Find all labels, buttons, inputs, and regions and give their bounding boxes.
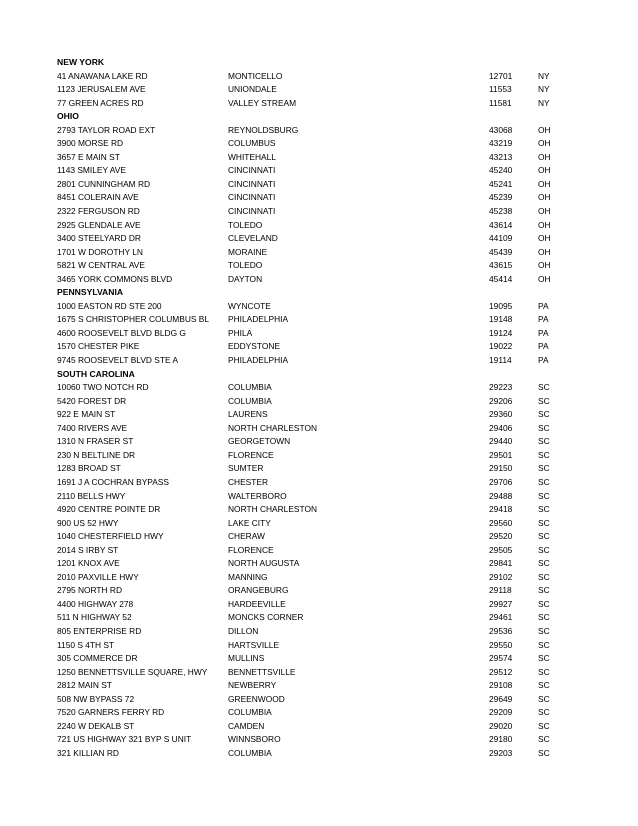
- address-row: [57, 490, 597, 504]
- zip-code: 45239: [489, 192, 513, 203]
- zip-code: 29108: [489, 680, 513, 691]
- zip-code: 29209: [489, 707, 513, 718]
- city: SUMTER: [228, 463, 264, 474]
- state-code: PA: [538, 327, 549, 338]
- address-row: [57, 503, 597, 517]
- city: EDDYSTONE: [228, 341, 280, 352]
- city: COLUMBIA: [228, 395, 272, 406]
- city: COLUMBIA: [228, 747, 272, 758]
- zip-code: 29020: [489, 720, 513, 731]
- zip-code: 12701: [489, 70, 513, 81]
- street-address: 10060 TWO NOTCH RD: [57, 382, 149, 393]
- city: FLORENCE: [228, 544, 274, 555]
- city: HARTSVILLE: [228, 639, 280, 650]
- state-code: SC: [538, 612, 550, 623]
- street-address: 1250 BENNETTSVILLE SQUARE, HWY: [57, 666, 208, 677]
- zip-code: 29550: [489, 639, 513, 650]
- street-address: 1701 W DOROTHY LN: [57, 246, 143, 257]
- state-code: OH: [538, 124, 551, 135]
- address-row: [57, 408, 597, 422]
- zip-code: 29574: [489, 653, 513, 664]
- zip-code: 45241: [489, 178, 513, 189]
- street-address: 3657 E MAIN ST: [57, 151, 120, 162]
- state-code: OH: [538, 178, 551, 189]
- address-row: [57, 83, 597, 97]
- address-row: [57, 611, 597, 625]
- address-row: [57, 327, 597, 341]
- city: COLUMBIA: [228, 382, 272, 393]
- zip-code: 29841: [489, 558, 513, 569]
- state-code: PA: [538, 355, 549, 366]
- zip-code: 19148: [489, 314, 513, 325]
- street-address: 4600 ROOSEVELT BLVD BLDG G: [57, 327, 186, 338]
- street-address: 1143 SMILEY AVE: [57, 165, 126, 176]
- state-code: PA: [538, 341, 549, 352]
- city: CLEVELAND: [228, 233, 278, 244]
- state-code: PA: [538, 314, 549, 325]
- address-row: [57, 246, 597, 260]
- zip-code: 43219: [489, 138, 513, 149]
- address-row: [57, 219, 597, 233]
- state-code: SC: [538, 517, 550, 528]
- state-code: SC: [538, 531, 550, 542]
- street-address: 4920 CENTRE POINTE DR: [57, 504, 161, 515]
- state-heading: PENNSYLVANIA: [57, 287, 124, 298]
- street-address: 3400 STEELYARD DR: [57, 233, 141, 244]
- street-address: 2010 PAXVILLE HWY: [57, 571, 139, 582]
- state-code: OH: [538, 219, 551, 230]
- zip-code: 29927: [489, 598, 513, 609]
- state-code: SC: [538, 436, 550, 447]
- zip-code: 29520: [489, 531, 513, 542]
- state-code: SC: [538, 382, 550, 393]
- city: TOLEDO: [228, 219, 263, 230]
- state-code: OH: [538, 192, 551, 203]
- state-code: SC: [538, 666, 550, 677]
- city: MONTICELLO: [228, 70, 283, 81]
- city: CINCINNATI: [228, 178, 276, 189]
- zip-code: 29150: [489, 463, 513, 474]
- city: LAKE CITY: [228, 517, 271, 528]
- address-row: [57, 462, 597, 476]
- address-row: [57, 137, 597, 151]
- state-code: SC: [538, 707, 550, 718]
- city: WYNCOTE: [228, 300, 271, 311]
- address-row: [57, 70, 597, 84]
- zip-code: 11553: [489, 84, 512, 95]
- state-code: SC: [538, 680, 550, 691]
- city: GEORGETOWN: [228, 436, 291, 447]
- city: TOLEDO: [228, 260, 263, 271]
- street-address: 9745 ROOSEVELT BLVD STE A: [57, 355, 179, 366]
- address-row: [57, 259, 597, 273]
- zip-code: 29461: [489, 612, 513, 623]
- address-row: [57, 151, 597, 165]
- state-code: SC: [538, 490, 550, 501]
- zip-code: 19022: [489, 341, 513, 352]
- street-address: 1123 JERUSALEM AVE: [57, 84, 146, 95]
- city: CHERAW: [228, 531, 265, 542]
- street-address: 77 GREEN ACRES RD: [57, 97, 144, 108]
- city: CINCINNATI: [228, 165, 276, 176]
- address-row: [57, 571, 597, 585]
- street-address: 1570 CHESTER PIKE: [57, 341, 140, 352]
- city: ORANGEBURG: [228, 585, 289, 596]
- zip-code: 45240: [489, 165, 513, 176]
- city: WINNSBORO: [228, 734, 281, 745]
- zip-code: 45414: [489, 273, 513, 284]
- zip-code: 29203: [489, 747, 513, 758]
- state-code: OH: [538, 138, 551, 149]
- address-row: [57, 584, 597, 598]
- street-address: 7400 RIVERS AVE: [57, 422, 128, 433]
- address-row: [57, 381, 597, 395]
- street-address: 2322 FERGUSON RD: [57, 206, 140, 217]
- city: MONCKS CORNER: [228, 612, 304, 623]
- zip-code: 29536: [489, 625, 513, 636]
- street-address: 508 NW BYPASS 72: [57, 693, 135, 704]
- state-code: SC: [538, 747, 550, 758]
- city: MORAINE: [228, 246, 268, 257]
- street-address: 1040 CHESTERFIELD HWY: [57, 531, 164, 542]
- zip-code: 29360: [489, 409, 513, 420]
- state-code: SC: [538, 558, 550, 569]
- zip-code: 29501: [489, 449, 513, 460]
- street-address: 1150 S 4TH ST: [57, 639, 115, 650]
- city: PHILADELPHIA: [228, 355, 289, 366]
- city: REYNOLDSBURG: [228, 124, 299, 135]
- street-address: 41 ANAWANA LAKE RD: [57, 70, 148, 81]
- state-code: SC: [538, 571, 550, 582]
- state-heading: SOUTH CAROLINA: [57, 368, 135, 379]
- city: LAURENS: [228, 409, 268, 420]
- address-row: [57, 530, 597, 544]
- zip-code: 29440: [489, 436, 513, 447]
- city: COLUMBIA: [228, 707, 272, 718]
- street-address: 1675 S CHRISTOPHER COLUMBUS BL: [57, 314, 210, 325]
- address-row: [57, 232, 597, 246]
- address-row: [57, 598, 597, 612]
- address-row: [57, 313, 597, 327]
- address-listing: [57, 56, 597, 760]
- street-address: 900 US 52 HWY: [57, 517, 119, 528]
- city: PHILA: [228, 327, 253, 338]
- street-address: 305 COMMERCE DR: [57, 653, 138, 664]
- street-address: 2801 CUNNINGHAM RD: [57, 178, 151, 189]
- street-address: 805 ENTERPRISE RD: [57, 625, 142, 636]
- state-code: SC: [538, 598, 550, 609]
- street-address: 1201 KNOX AVE: [57, 558, 120, 569]
- address-row: [57, 273, 597, 287]
- city: DILLON: [228, 625, 259, 636]
- address-row: [57, 422, 597, 436]
- city: MANNING: [228, 571, 268, 582]
- zip-code: 44109: [489, 233, 513, 244]
- street-address: 1000 EASTON RD STE 200: [57, 300, 162, 311]
- address-row: [57, 747, 597, 761]
- street-address: 1310 N FRASER ST: [57, 436, 134, 447]
- state-code: SC: [538, 625, 550, 636]
- address-row: [57, 666, 597, 680]
- zip-code: 29406: [489, 422, 513, 433]
- state-code: NY: [538, 97, 550, 108]
- street-address: 8451 COLERAIN AVE: [57, 192, 139, 203]
- zip-code: 43068: [489, 124, 513, 135]
- address-row: [57, 706, 597, 720]
- street-address: 4400 HIGHWAY 278: [57, 598, 134, 609]
- zip-code: 29223: [489, 382, 513, 393]
- city: WALTERBORO: [228, 490, 287, 501]
- state-code: OH: [538, 260, 551, 271]
- address-row: [57, 639, 597, 653]
- state-code: SC: [538, 585, 550, 596]
- street-address: 230 N BELTLINE DR: [57, 449, 136, 460]
- state-code: SC: [538, 544, 550, 555]
- street-address: 5821 W CENTRAL AVE: [57, 260, 145, 271]
- city: DAYTON: [228, 273, 263, 284]
- street-address: 2925 GLENDALE AVE: [57, 219, 141, 230]
- zip-code: 29206: [489, 395, 513, 406]
- street-address: 321 KILLIAN RD: [57, 747, 119, 758]
- address-row: [57, 205, 597, 219]
- zip-code: 29102: [489, 571, 513, 582]
- city: BENNETTSVILLE: [228, 666, 296, 677]
- zip-code: 29180: [489, 734, 513, 745]
- street-address: 721 US HIGHWAY 321 BYP S UNIT: [57, 734, 192, 745]
- city: NORTH CHARLESTON: [228, 504, 318, 515]
- address-row: [57, 354, 597, 368]
- city: HARDEEVILLE: [228, 598, 286, 609]
- street-address: 511 N HIGHWAY 52: [57, 612, 132, 623]
- address-row: [57, 476, 597, 490]
- city: VALLEY STREAM: [228, 97, 297, 108]
- address-row: [57, 435, 597, 449]
- address-row: [57, 733, 597, 747]
- state-code: OH: [538, 151, 551, 162]
- address-row: [57, 652, 597, 666]
- state-code: SC: [538, 734, 550, 745]
- address-row: [57, 191, 597, 205]
- address-row: [57, 340, 597, 354]
- state-code: PA: [538, 300, 549, 311]
- state-code: SC: [538, 504, 550, 515]
- address-row: [57, 178, 597, 192]
- state-code: SC: [538, 476, 550, 487]
- state-code: OH: [538, 165, 551, 176]
- state-code: SC: [538, 693, 550, 704]
- city: CINCINNATI: [228, 206, 276, 217]
- state-code: SC: [538, 422, 550, 433]
- city: COLUMBUS: [228, 138, 276, 149]
- state-code: OH: [538, 206, 551, 217]
- state-code: NY: [538, 84, 550, 95]
- zip-code: 29512: [489, 666, 513, 677]
- city: UNIONDALE: [228, 84, 277, 95]
- city: MULLINS: [228, 653, 265, 664]
- street-address: 2014 S IRBY ST: [57, 544, 119, 555]
- zip-code: 19114: [489, 355, 512, 366]
- address-row: [57, 517, 597, 531]
- zip-code: 11581: [489, 97, 512, 108]
- street-address: 5420 FOREST DR: [57, 395, 127, 406]
- state-code: SC: [538, 395, 550, 406]
- city: NORTH CHARLESTON: [228, 422, 318, 433]
- zip-code: 29706: [489, 476, 513, 487]
- street-address: 2793 TAYLOR ROAD EXT: [57, 124, 156, 135]
- address-row: [57, 97, 597, 111]
- street-address: 922 E MAIN ST: [57, 409, 116, 420]
- zip-code: 45439: [489, 246, 513, 257]
- address-row: [57, 693, 597, 707]
- state-code: NY: [538, 70, 550, 81]
- address-row: [57, 300, 597, 314]
- city: FLORENCE: [228, 449, 274, 460]
- street-address: 2812 MAIN ST: [57, 680, 112, 691]
- zip-code: 29560: [489, 517, 513, 528]
- zip-code: 19124: [489, 327, 513, 338]
- address-row: [57, 625, 597, 639]
- city: GREENWOOD: [228, 693, 285, 704]
- state-heading: NEW YORK: [57, 57, 105, 67]
- address-row: [57, 124, 597, 138]
- city: PHILADELPHIA: [228, 314, 289, 325]
- city: NEWBERRY: [228, 680, 277, 691]
- state-code: SC: [538, 639, 550, 650]
- address-row: [57, 449, 597, 463]
- address-row: [57, 395, 597, 409]
- street-address: 3465 YORK COMMONS BLVD: [57, 273, 173, 284]
- zip-code: 29505: [489, 544, 513, 555]
- address-row: [57, 164, 597, 178]
- state-code: SC: [538, 409, 550, 420]
- address-row: [57, 544, 597, 558]
- street-address: 2240 W DEKALB ST: [57, 720, 135, 731]
- zip-code: 29649: [489, 693, 513, 704]
- address-row: [57, 720, 597, 734]
- street-address: 2110 BELLS HWY: [57, 490, 126, 501]
- zip-code: 43615: [489, 260, 513, 271]
- city: CHESTER: [228, 476, 269, 487]
- state-code: SC: [538, 449, 550, 460]
- zip-code: 43213: [489, 151, 513, 162]
- state-code: OH: [538, 273, 551, 284]
- state-code: OH: [538, 233, 551, 244]
- street-address: 7520 GARNERS FERRY RD: [57, 707, 165, 718]
- city: CINCINNATI: [228, 192, 276, 203]
- state-code: SC: [538, 653, 550, 664]
- zip-code: 43614: [489, 219, 513, 230]
- city: NORTH AUGUSTA: [228, 558, 300, 569]
- street-address: 1691 J A COCHRAN BYPASS: [57, 476, 170, 487]
- state-code: SC: [538, 720, 550, 731]
- state-heading: OHIO: [57, 111, 79, 122]
- zip-code: 45238: [489, 206, 513, 217]
- state-code: OH: [538, 246, 551, 257]
- zip-code: 29488: [489, 490, 513, 501]
- city: CAMDEN: [228, 720, 265, 731]
- street-address: 3900 MORSE RD: [57, 138, 124, 149]
- address-row: [57, 557, 597, 571]
- street-address: 2795 NORTH RD: [57, 585, 123, 596]
- address-row: [57, 679, 597, 693]
- zip-code: 19095: [489, 300, 513, 311]
- city: WHITEHALL: [228, 151, 276, 162]
- zip-code: 29418: [489, 504, 513, 515]
- state-code: SC: [538, 463, 550, 474]
- zip-code: 29118: [489, 585, 512, 596]
- street-address: 1283 BROAD ST: [57, 463, 121, 474]
